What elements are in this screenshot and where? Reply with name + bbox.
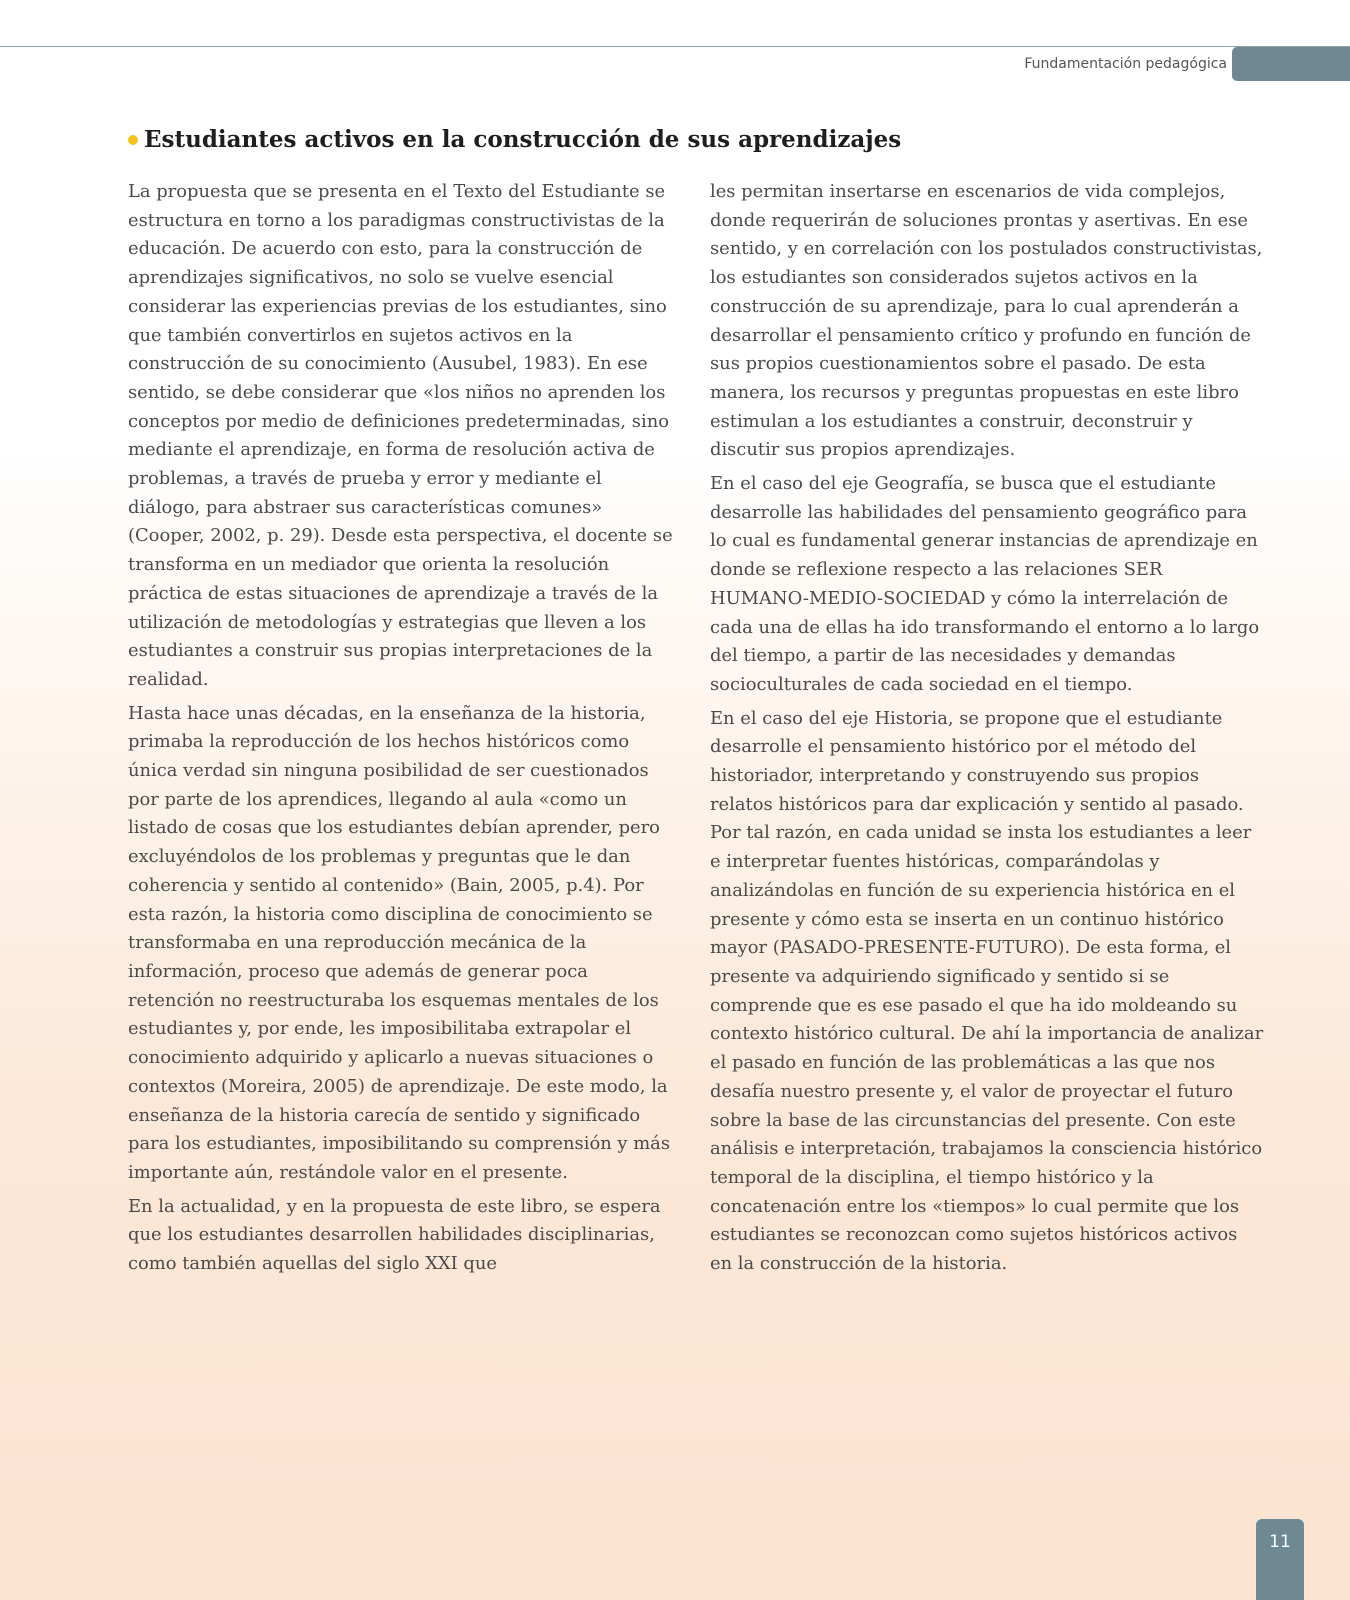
paragraph: Hasta hace unas décadas, en la enseñanza de la historia, primaba la reproducción de los hechos históricos como única verdad sin ninguna posibilidad de ser cuestionados por parte de los aprendices, llegando al aula «como un listado de cosas que los estudiantes debían aprender, pero excluyéndolos de los problemas y preguntas que le dan coherencia y sentido al contenido» (Bain, 2005, p.4). Por esta razón, la historia como disciplina de conocimiento se transformaba en una reproducción mecánica de la información, proceso que además de generar poca retención no reestructuraba los esquemas mentales de los estudiantes y, por ende, les imposibilitaba extrapolar el conocimiento adquirido y aplicarlo a nuevas situaciones o contextos (Moreira, 2005) de aprendizaje. De este modo, la enseñanza de la historia carecía de sentido y significado para los estudiantes, imposibilitando su comprensión y más importante aún, restándole valor en el presente.: [128, 702, 671, 1183]
heading-title: Estudiantes activos en la construcción de sus aprendizajes: [144, 126, 902, 153]
paragraph: En el caso del eje Geografía, se busca que el estudiante desarrolle las habilidades del pensamiento geográfico para lo cual es fundamental generar instancias de aprendizaje en donde se reflexione respecto a las relaciones SER HUMANO-MEDIO-SOCIEDAD y cómo la interrelación de cada una de ellas ha ido transformando el entorno a lo largo del tiempo, a partir de las necesidades y demandas socioculturales de cada sociedad en el tiempo.: [710, 473, 1260, 695]
section-heading: [128, 126, 901, 153]
right-column: [710, 178, 1265, 1284]
paragraph: La propuesta que se presenta en el Texto del Estudiante se estructura en torno a los paradigmas constructivistas de la educación. De acuerdo con esto, para la construcción de aprendizajes significativos, no solo se vuelve esencial considerar las experiencias previas de los estudiantes, sino que también convertirlos en sujetos activos en la construcción de su conocimiento (Ausubel, 1983). En ese sentido, se debe considerar que «los niños no aprenden los conceptos por medio de definiciones predeterminadas, sino mediante el aprendizaje, en forma de resolución activa de problemas, a través de prueba y error y mediante el diálogo, para abstraer sus características comunes» (Cooper, 2002, p. 29). Desde esta perspectiva, el docente se transforma en un mediador que orienta la resolución práctica de estas situaciones de aprendizaje a través de la utilización de metodologías y estrategias que lleven a los estudiantes a construir sus propias interpretaciones de la realidad.: [128, 181, 673, 690]
section-label: Fundamentación pedagógica: [1024, 56, 1227, 72]
paragraph: En el caso del eje Historia, se propone que el estudiante desarrolle el pensamiento histórico por el método del historiador, interpretando y construyendo sus propios relatos históricos para dar explicación y sentido al pasado. Por tal razón, en cada unidad se insta los estudiantes a leer e interpretar fuentes históricas, comparándolas y analizándolas en función de su experiencia histórica en el presente y cómo esta se inserta en un continuo histórico mayor (PASADO-PRESENTE-FUTURO). De esta forma, el presente va adquiriendo significado y sentido si se comprende que es ese pasado el que ha ido moldeando su contexto histórico cultural. De ahí la importancia de analizar el pasado en función de las problemáticas a las que nos desafía nuestro presente y, el valor de proyectar el futuro sobre la base de las circunstancias del presente. Con este análisis e interpretación, trabajamos la consciencia histórico temporal de la disciplina, el tiempo histórico y la concatenación entre los «tiempos» lo cual permite que los estudiantes se reconozcan como sujetos históricos activos en la construcción de la historia.: [710, 707, 1264, 1275]
header-rule: [0, 46, 1350, 47]
left-column: [128, 178, 673, 1284]
bullet-icon: [128, 135, 138, 145]
page-number: 11: [1269, 1532, 1291, 1552]
header-tab: [1232, 47, 1350, 81]
paragraph: les permitan insertarse en escenarios de vida complejos, donde requerirán de soluciones prontas y asertivas. En ese sentido, y en correlación con los postulados constructivistas, los estudiantes son considerados sujetos activos en la construcción de su aprendizaje, para lo cual aprenderán a desarrollar el pensamiento crítico y profundo en función de sus propios cuestionamientos sobre el pasado. De esta manera, los recursos y preguntas propuestas en este libro estimulan a los estudiantes a construir, deconstruir y discutir sus propios aprendizajes.: [710, 181, 1263, 461]
paragraph: En la actualidad, y en la propuesta de este libro, se espera que los estudiantes desarrollen habilidades disciplinarias, como también aquellas del siglo XXI que: [128, 1195, 661, 1275]
